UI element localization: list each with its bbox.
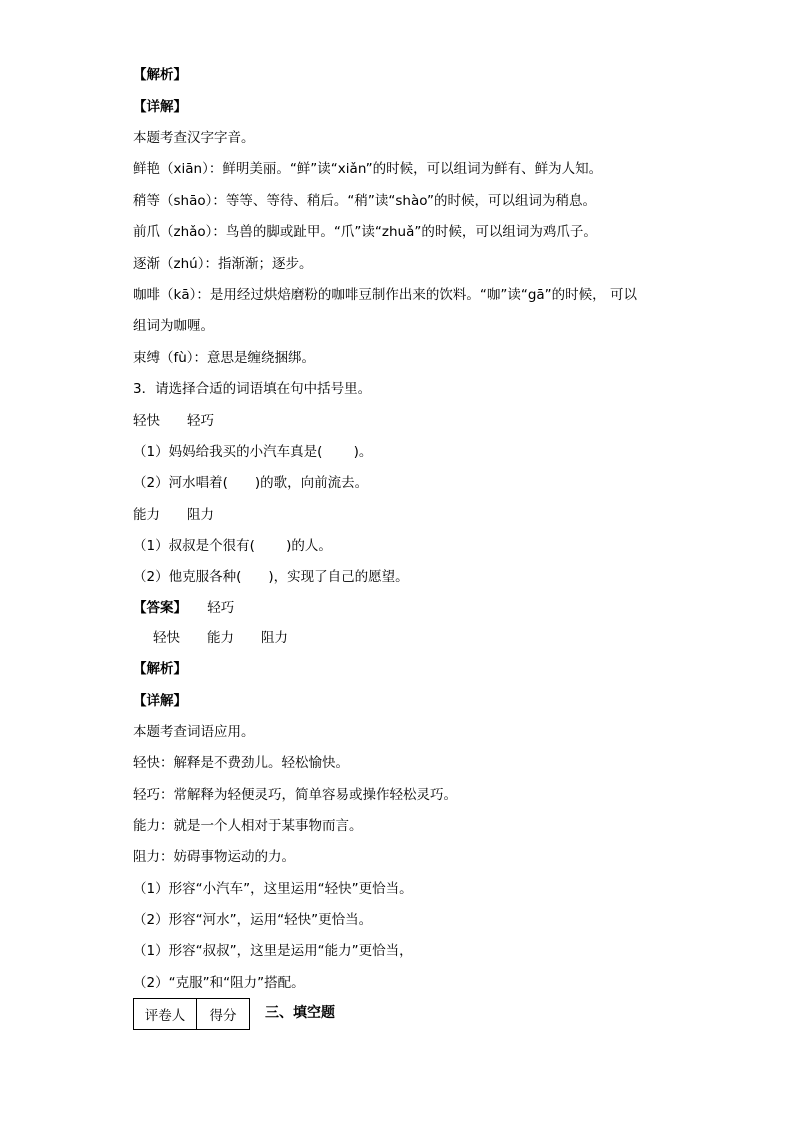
- explanation-line: 轻快：解释是不费劲儿。轻松愉快。: [133, 755, 349, 771]
- explanation-line: 阻力：妨碍事物运动的力。: [133, 849, 295, 865]
- explanation-line: （2）“克服”和“阻力”搭配。: [133, 975, 305, 991]
- explanation-line: 前爪（zhǎo）：鸟兽的脚或趾甲。“爪”读“zhuǎ”的时候，可以组词为鸡爪子。: [133, 224, 597, 240]
- question-item: （1）叔叔是个很有( )的人。: [133, 538, 332, 554]
- detail-heading: 【详解】: [133, 693, 187, 709]
- explanation-line: （1）形容“叔叔”，这里是运用“能力”更恰当，: [133, 943, 413, 959]
- analysis-heading: 【解析】: [133, 661, 187, 677]
- question-item: （2）河水唱着( )的歌，向前流去。: [133, 475, 369, 491]
- question-item: （2）他克服各种( )，实现了自己的愿望。: [133, 569, 409, 585]
- analysis-heading: 【解析】: [133, 67, 187, 83]
- answer-line: [133, 599, 673, 617]
- answer-label: 【答案】: [133, 600, 181, 616]
- explanation-line: 逐渐（zhú）：指渐渐；逐步。: [133, 256, 313, 272]
- analysis-intro: 本题考查汉字字音。: [133, 130, 255, 146]
- explanation-line: （2）形容“河水”，运用“轻快”更恰当。: [133, 912, 373, 928]
- word-choices: 轻快 轻巧: [133, 413, 214, 429]
- explanation-line: （1）形容“小汽车”，这里运用“轻快”更恰当。: [133, 881, 413, 897]
- section-title: 三、填空题: [265, 1005, 335, 1021]
- question-stem: 3．请选择合适的词语填在句中括号里。: [133, 381, 372, 397]
- explanation-line: 组词为咖喱。: [133, 318, 214, 334]
- explanation-line: 咖啡（kā）：是用经过烘焙磨粉的咖啡豆制作出来的饮料。“咖”读“gā”的时候， 可以: [133, 287, 637, 303]
- explanation-line: 鲜艳（xiān）：鲜明美丽。“鲜”读“xiǎn”的时候，可以组词为鲜有、鲜为人知。: [133, 161, 603, 177]
- score-cell: 得分: [197, 999, 250, 1030]
- reviewer-cell: 评卷人: [134, 999, 197, 1030]
- answer-text-continued: 轻快 能力 阻力: [153, 630, 288, 646]
- word-choices: 能力 阻力: [133, 507, 214, 523]
- explanation-line: 稍等（shāo）：等等、等待、稍后。“稍”读“shào”的时候，可以组词为稍息。: [133, 193, 596, 209]
- question-item: （1）妈妈给我买的小汽车真是( )。: [133, 444, 373, 460]
- score-table: [133, 998, 250, 1030]
- explanation-line: 轻巧：常解释为轻便灵巧，简单容易或操作轻松灵巧。: [133, 787, 457, 803]
- answer-text: 轻巧: [180, 600, 235, 616]
- detail-heading: 【详解】: [133, 99, 187, 115]
- explanation-line: 束缚（fù）：意思是缠绕捆绑。: [133, 350, 316, 366]
- analysis-intro: 本题考查词语应用。: [133, 724, 255, 740]
- explanation-line: 能力：就是一个人相对于某事物而言。: [133, 818, 363, 834]
